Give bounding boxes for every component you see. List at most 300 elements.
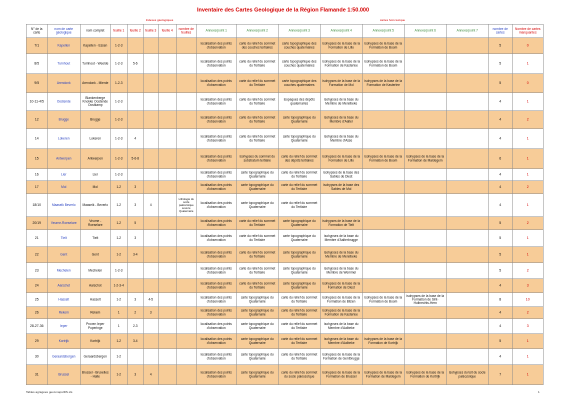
cell-annex-1: localisation des points d'observation — [196, 293, 236, 307]
cell-missing-count: 1 — [512, 149, 543, 169]
cell-sheet-4 — [158, 181, 176, 194]
cell-full-name: Maaseik - Beverlo — [80, 194, 110, 217]
cell-annex-2: carte du relief du sommet du Tertiaire — [236, 74, 278, 93]
cell-full-name: Geraardsbergen — [80, 349, 110, 365]
cell-annex-7 — [446, 74, 488, 93]
cell-missing-count: 1 — [512, 194, 543, 217]
cell-map-name: Oostende — [47, 93, 80, 111]
cell-map-name: Kortrijk — [47, 334, 80, 349]
cell-map-name: Geraardsbergen — [47, 349, 80, 365]
column-header-annex-7: Annexe/point 7 — [446, 24, 488, 38]
group-label-geological-indexes: Indexes géologiques — [145, 19, 174, 22]
cell-annex-4: isohypses de la base des Sables de Diest — [320, 169, 362, 181]
cell-annex-5 — [362, 181, 404, 194]
cell-annex-2: carte topographique du Quaternaire — [236, 181, 278, 194]
cell-map-count: 5 — [488, 54, 512, 74]
footer-file-name: Tables agrégées geol-mapsIDS.xls — [26, 391, 73, 394]
cell-annex-7 — [446, 217, 488, 230]
cell-map-count: 5 — [488, 217, 512, 230]
cell-annex-4: isohypses de la base de la Formation de Kasterlee — [320, 307, 362, 319]
cell-missing-count: 1 — [512, 169, 543, 181]
cell-sheet-4 — [158, 38, 176, 54]
cell-sheet-count — [176, 111, 196, 129]
page-number: 1 — [538, 391, 540, 394]
cell-sheet-3 — [143, 93, 158, 111]
cell-missing-count: 2 — [512, 263, 543, 279]
cell-sheet-count — [176, 149, 196, 169]
table-row — [26, 111, 543, 129]
cell-annex-2: carte topographique du Quaternaire — [236, 334, 278, 349]
cell-annex-2: carte topographique du Quaternaire — [236, 194, 278, 217]
cell-annex-6 — [404, 230, 446, 247]
cell-annex-4: isohypses de la base du Membre d'Aalterbrugge — [320, 230, 362, 247]
table-row — [26, 319, 543, 334]
cell-annex-4: isohypses de la base des Sables de Mol — [320, 181, 362, 194]
cell-sheet-4 — [158, 149, 176, 169]
cell-sheet-3: 4 — [143, 365, 158, 385]
cell-annex-5 — [362, 194, 404, 217]
cell-map-count: 4 — [488, 279, 512, 293]
cell-sheet-count — [176, 93, 196, 111]
cell-sheet-4 — [158, 194, 176, 217]
cell-map-count: 4 — [488, 181, 512, 194]
column-header-annex-2: Annexe/point 2 — [236, 24, 278, 38]
cell-map-name: Mol — [47, 181, 80, 194]
cell-missing-count: 1 — [512, 349, 543, 365]
cell-annex-5 — [362, 307, 404, 319]
cell-annex-6 — [404, 111, 446, 129]
cell-sheet-2: 5-6-8 — [127, 149, 143, 169]
column-header-map-count: nombre de cartes — [488, 24, 512, 38]
cell-sheet-1: 1-2 — [110, 349, 127, 365]
cell-annex-3: carte du relief du sommet du Tertiaire — [278, 181, 320, 194]
cell-annex-3: carte topographique du Quaternaire — [278, 129, 320, 149]
cell-annex-3: isopaques des dépôts quaternaires — [278, 93, 320, 111]
cell-map-name: Kapellen — [47, 38, 80, 54]
cell-sheet-2: 3 — [127, 194, 143, 217]
cell-missing-count: 1 — [512, 129, 543, 149]
cell-annex-2: carte du relief du sommet du Tertiaire — [236, 54, 278, 74]
cell-missing-count: 2 — [512, 181, 543, 194]
cell-annex-6 — [404, 307, 446, 319]
cell-sheet-2: 3 — [127, 230, 143, 247]
cell-annex-5 — [362, 111, 404, 129]
cell-annex-7 — [446, 293, 488, 307]
cell-sheet-2: 3 — [127, 181, 143, 194]
column-header-sheet-2: feuille 2 — [127, 24, 143, 38]
cell-sheet-4 — [158, 230, 176, 247]
cell-map-number: 16 — [26, 169, 47, 181]
cell-sheet-2 — [127, 279, 143, 293]
column-header-map-number: N° de la carte — [26, 24, 47, 38]
cell-sheet-1: 1-2-3 — [110, 54, 127, 74]
cell-annex-4: isohypses de la base de la Formation de Bilzen — [320, 293, 362, 307]
cell-sheet-count — [176, 349, 196, 365]
cell-annex-1: localisation des points d'observation — [196, 263, 236, 279]
cell-missing-count: 1 — [512, 365, 543, 385]
cell-annex-3: carte topographique des couches quaternaires — [278, 54, 320, 74]
table-row — [26, 307, 543, 319]
cell-annex-7 — [446, 263, 488, 279]
cell-map-number: 12 — [26, 111, 47, 129]
cell-map-number: 29 — [26, 334, 47, 349]
table-row — [26, 129, 543, 149]
cell-sheet-2: 2 — [127, 307, 143, 319]
table-row — [26, 181, 543, 194]
cell-annex-5: isohypses de la base de la Formation de Kortrijk — [362, 334, 404, 349]
cell-map-name: Brugge — [47, 111, 80, 129]
cell-annex-1: localisation des points d'observation — [196, 38, 236, 54]
cell-sheet-3 — [143, 149, 158, 169]
cell-annex-1: localisation des points d'observation — [196, 319, 236, 334]
cell-sheet-3 — [143, 54, 158, 74]
cell-map-number: 14 — [26, 129, 47, 149]
cell-sheet-count — [176, 365, 196, 385]
cell-sheet-3 — [143, 169, 158, 181]
cell-sheet-count — [176, 181, 196, 194]
cell-full-name: Antwerpen — [80, 149, 110, 169]
cell-annex-2: carte du relief du sommet du Tertiaire — [236, 263, 278, 279]
cell-annex-7 — [446, 349, 488, 365]
cell-map-count: 4 — [488, 194, 512, 217]
column-header-annex-1: Annexe/point 1 — [196, 24, 236, 38]
cell-full-name: Kortrijk — [80, 334, 110, 349]
cell-annex-5: isohypses de la base de la Formation de Boom — [362, 38, 404, 54]
cell-annex-7 — [446, 307, 488, 319]
cell-sheet-count — [176, 263, 196, 279]
cell-map-number: 9/5 — [26, 74, 47, 93]
table-row — [26, 230, 543, 247]
cell-map-name: Veurne-Roeselare — [47, 217, 80, 230]
cell-full-name: Turnhout - Weelde — [80, 54, 110, 74]
cell-map-count: 4 — [488, 307, 512, 319]
cell-map-name: Arendonk — [47, 74, 80, 93]
column-header-annex-4: Annexe/point 4 — [320, 24, 362, 38]
cell-sheet-1: 1-2 — [110, 365, 127, 385]
cell-missing-count: 2 — [512, 111, 543, 129]
cell-annex-2: carte du relief du sommet du Tertiaire — [236, 93, 278, 111]
cell-missing-count: 0 — [512, 74, 543, 93]
column-header-sheet-1: feuille 1 — [110, 24, 127, 38]
cell-missing-count: 1 — [512, 93, 543, 111]
cell-annex-6: isohypses de la base de la Formation de Sint-Huibrechts-Hern — [404, 293, 446, 307]
cell-map-number: 15 — [26, 149, 47, 169]
cell-sheet-4 — [158, 307, 176, 319]
cell-annex-4: isohypses de la base de la Formation de Tielt — [320, 217, 362, 230]
cell-missing-count: 1 — [512, 247, 543, 263]
cell-full-name: Rekem — [80, 307, 110, 319]
table-row — [26, 263, 543, 279]
cell-sheet-4 — [158, 279, 176, 293]
group-label-annex-maps: cartes hors lexique — [379, 19, 406, 22]
cell-full-name: Hasselt — [80, 293, 110, 307]
cell-annex-6 — [404, 194, 446, 217]
cell-annex-4: isohypses de la base du Membre de Merelbeke — [320, 247, 362, 263]
cell-map-count: 4 — [488, 93, 512, 111]
cell-sheet-1: 1-2 — [110, 217, 127, 230]
cell-full-name: Mechelen — [80, 263, 110, 279]
cell-annex-5 — [362, 263, 404, 279]
cell-sheet-4 — [158, 74, 176, 93]
cell-annex-3: carte topographique du Quaternaire — [278, 263, 320, 279]
cell-annex-2: isohypses du sommet du substratum tertiaire — [236, 149, 278, 169]
cell-sheet-2: 5 — [127, 217, 143, 230]
cell-annex-6 — [404, 247, 446, 263]
cell-missing-count: 2 — [512, 307, 543, 319]
cell-map-count: 5 — [488, 334, 512, 349]
cell-full-name: Proven Ieper Poperinge — [80, 319, 110, 334]
cell-full-name: Lokeren — [80, 129, 110, 149]
cell-sheet-4 — [158, 93, 176, 111]
cell-sheet-2 — [127, 349, 143, 365]
cell-sheet-2: 3 — [127, 293, 143, 307]
cell-annex-7 — [446, 334, 488, 349]
column-header-annex-5: Annexe/point 5 — [362, 24, 404, 38]
column-header-sheet-4: feuille 4 — [158, 24, 176, 38]
cell-annex-4: isohypses de la base du Membre d'Aalbeke — [320, 319, 362, 334]
cell-sheet-1: 1-2-3 — [110, 263, 127, 279]
cell-annex-6 — [404, 334, 446, 349]
cell-annex-1: localisation des points d'observation — [196, 247, 236, 263]
cell-missing-count: 10 — [512, 293, 543, 307]
cell-annex-7 — [446, 129, 488, 149]
cell-annex-6 — [404, 181, 446, 194]
cell-annex-7: isohypses du toit du socle paléozoïque — [446, 365, 488, 385]
cell-annex-4: isohypses de la base du Membre d'Aalter — [320, 111, 362, 129]
cell-annex-6 — [404, 129, 446, 149]
cell-annex-5 — [362, 169, 404, 181]
cell-sheet-3: 4 — [143, 194, 158, 217]
cell-annex-1: localisation des points d'observation — [196, 230, 236, 247]
cell-annex-5: isohypses de la base de la Formation de Kasterlee — [362, 74, 404, 93]
cell-annex-3: carte topographique du Quaternaire — [278, 230, 320, 247]
cell-annex-7 — [446, 54, 488, 74]
cell-sheet-2 — [127, 169, 143, 181]
cell-annex-2: carte topographique du Quaternaire — [236, 307, 278, 319]
cell-map-count: 4 — [488, 349, 512, 365]
cell-full-name: Tielt — [80, 230, 110, 247]
table-row — [26, 194, 543, 217]
cell-map-name: Brussel — [47, 365, 80, 385]
cell-sheet-count — [176, 74, 196, 93]
cell-annex-5 — [362, 349, 404, 365]
cell-full-name: Arendonk - Mierde — [80, 74, 110, 93]
inventory-table — [26, 24, 544, 385]
cell-full-name: Kapellen - Essen — [80, 38, 110, 54]
cell-annex-7 — [446, 149, 488, 169]
cell-sheet-3 — [143, 111, 158, 129]
cell-sheet-4 — [158, 334, 176, 349]
column-header-full-name: nom complet — [80, 24, 110, 38]
cell-annex-5: isohypses de la base de la Formation de Maldegem — [362, 365, 404, 385]
cell-map-name: Lier — [47, 169, 80, 181]
table-row — [26, 293, 543, 307]
cell-sheet-1: 1-2-3 — [110, 111, 127, 129]
cell-sheet-3: 4-5 — [143, 293, 158, 307]
cell-sheet-4 — [158, 247, 176, 263]
cell-sheet-count — [176, 169, 196, 181]
cell-annex-4: isohypses de la base de la Formation de Gentbrugge — [320, 349, 362, 365]
cell-annex-6 — [404, 93, 446, 111]
cell-sheet-2 — [127, 74, 143, 93]
cell-annex-4: isohypses de la base de la Formation de Mol — [320, 74, 362, 93]
cell-map-number: 30 — [26, 349, 47, 365]
cell-annex-4: isohypses de la base de la Formation de Lillo — [320, 149, 362, 169]
cell-annex-5: isohypses de la base de la Formation de Boom — [362, 149, 404, 169]
cell-map-count: 5 — [488, 230, 512, 247]
cell-annex-5: isohypses de la base de la Formation de Boom — [362, 293, 404, 307]
cell-annex-4: isohypses de la base du Membre d'Aalbeke — [320, 334, 362, 349]
cell-sheet-count — [176, 38, 196, 54]
cell-annex-3: carte du relief du sommet du Tertiaire — [278, 169, 320, 181]
cell-annex-6 — [404, 38, 446, 54]
table-row — [26, 217, 543, 230]
cell-map-number: 8/5 — [26, 54, 47, 74]
cell-annex-5 — [362, 230, 404, 247]
cell-map-number: 17 — [26, 181, 47, 194]
cell-annex-6: isohypses de la base de la Formation de Maldegem — [404, 149, 446, 169]
cell-full-name: Brussel - Bruxelles - Halle — [80, 365, 110, 385]
cell-map-name: Gent — [47, 247, 80, 263]
cell-sheet-4 — [158, 319, 176, 334]
cell-annex-2: carte topographique du Quaternaire — [236, 293, 278, 307]
cell-annex-3: carte du relief du sommet du Tertiaire — [278, 349, 320, 365]
cell-annex-1: localisation des points d'observation — [196, 194, 236, 217]
cell-missing-count: 3 — [512, 319, 543, 334]
cell-annex-7 — [446, 38, 488, 54]
cell-sheet-4 — [158, 349, 176, 365]
column-header-sheet-3: feuille 3 — [143, 24, 158, 38]
cell-map-number: 25 — [26, 293, 47, 307]
cell-annex-6 — [404, 74, 446, 93]
cell-annex-4: isohypses de la base de la Formation de Kasterlee — [320, 54, 362, 74]
cell-annex-3: carte du relief du sommet du socle paléozoïque — [278, 365, 320, 385]
cell-annex-6 — [404, 263, 446, 279]
cell-missing-count: 1 — [512, 334, 543, 349]
cell-sheet-3 — [143, 181, 158, 194]
cell-map-count: 4 — [488, 169, 512, 181]
cell-annex-1: localisation des points d'observation — [196, 307, 236, 319]
cell-sheet-3: 3 — [143, 307, 158, 319]
cell-annex-4 — [320, 194, 362, 217]
cell-full-name: Blankenberge Knokke Oostende Oostkamp — [80, 93, 110, 111]
cell-map-name: Lokeren — [47, 129, 80, 149]
column-header-sheet-count: nombre de feuilles — [176, 24, 196, 38]
cell-annex-2: carte du relief du sommet du Tertiaire — [236, 217, 278, 230]
cell-annex-2: carte topographique du Quaternaire — [236, 169, 278, 181]
cell-annex-4: isohypses de la base de la Formation de Brussel — [320, 365, 362, 385]
cell-sheet-1: 1-2 — [110, 181, 127, 194]
cell-annex-7 — [446, 181, 488, 194]
cell-sheet-1: 1-2-3 — [110, 38, 127, 54]
cell-annex-3: carte du relief du sommet du Tertiaire — [278, 334, 320, 349]
cell-annex-7 — [446, 230, 488, 247]
cell-sheet-count — [176, 334, 196, 349]
cell-annex-7 — [446, 93, 488, 111]
cell-annex-1: localisation des points d'observation — [196, 349, 236, 365]
table-row — [26, 149, 543, 169]
cell-annex-1: localisation des points d'observation — [196, 365, 236, 385]
cell-map-name: Antwerpen — [47, 149, 80, 169]
cell-annex-6 — [404, 319, 446, 334]
cell-map-count: 5 — [488, 38, 512, 54]
cell-sheet-3 — [143, 74, 158, 93]
cell-annex-6 — [404, 217, 446, 230]
cell-sheet-1: 1 — [110, 307, 127, 319]
cell-annex-3: carte du relief du sommet des dépôts tertiaires — [278, 149, 320, 169]
cell-annex-5 — [362, 217, 404, 230]
cell-map-count: 4 — [488, 111, 512, 129]
cell-annex-7 — [446, 169, 488, 181]
cell-sheet-count — [176, 230, 196, 247]
cell-annex-2: carte du relief du sommet du Tertiaire — [236, 279, 278, 293]
cell-map-name: Ieper — [47, 319, 80, 334]
cell-sheet-2: 3-4 — [127, 247, 143, 263]
cell-sheet-1: 1 — [110, 319, 127, 334]
cell-map-name: Turnhout — [47, 54, 80, 74]
cell-annex-2: carte du relief du sommet du Tertiaire — [236, 247, 278, 263]
cell-sheet-1: 1-2 — [110, 293, 127, 307]
cell-annex-2: carte topographique du Quaternaire — [236, 349, 278, 365]
cell-sheet-4 — [158, 365, 176, 385]
cell-annex-1: localisation des points d'observation — [196, 334, 236, 349]
cell-map-number: 10-11-4/5 — [26, 93, 47, 111]
cell-missing-count: 1 — [512, 54, 543, 74]
cell-annex-7 — [446, 279, 488, 293]
cell-map-name: Mechelen — [47, 263, 80, 279]
cell-sheet-2: 3 — [127, 365, 143, 385]
cell-sheet-3 — [143, 129, 158, 149]
cell-sheet-3 — [143, 263, 158, 279]
cell-annex-5 — [362, 319, 404, 334]
cell-annex-6 — [404, 54, 446, 74]
cell-map-number: 26 — [26, 307, 47, 319]
cell-annex-3: carte topographique des couches quaternaires — [278, 38, 320, 54]
cell-annex-7 — [446, 247, 488, 263]
cell-annex-5 — [362, 247, 404, 263]
cell-map-number: 28-27-36 — [26, 319, 47, 334]
cell-annex-1: localisation des points d'observation — [196, 181, 236, 194]
cell-map-name: Maaseik Beverlo — [47, 194, 80, 217]
cell-sheet-2: 3-4 — [127, 334, 143, 349]
cell-annex-3: carte topographique du Quaternaire — [278, 111, 320, 129]
column-header-missing-count: Nombre de cartes manquantes — [512, 24, 543, 38]
cell-annex-3: carte topographique du Quaternaire — [278, 217, 320, 230]
cell-sheet-3 — [143, 279, 158, 293]
cell-sheet-3 — [143, 247, 158, 263]
cell-sheet-2: 4 — [127, 129, 143, 149]
cell-sheet-count: Lithologie du socle paléozoïque sous le Quaternaire — [176, 194, 196, 217]
cell-map-name: Hasselt — [47, 293, 80, 307]
cell-full-name: Mol — [80, 181, 110, 194]
cell-sheet-3 — [143, 217, 158, 230]
cell-sheet-1: 1-2-3 — [110, 93, 127, 111]
cell-sheet-4 — [158, 54, 176, 74]
table-row — [26, 169, 543, 181]
cell-sheet-2: 5-6 — [127, 54, 143, 74]
cell-sheet-count — [176, 319, 196, 334]
cell-sheet-count — [176, 279, 196, 293]
cell-annex-1: localisation des points d'observation — [196, 217, 236, 230]
column-header-annex-6: Annexe/point 6 — [404, 24, 446, 38]
cell-map-count: 4 — [488, 319, 512, 334]
cell-sheet-2 — [127, 111, 143, 129]
cell-annex-2: carte topographique du Quaternaire — [236, 365, 278, 385]
cell-sheet-count — [176, 217, 196, 230]
cell-full-name: Aarschot — [80, 279, 110, 293]
cell-map-count: 5 — [488, 74, 512, 93]
cell-annex-2: carte du relief du sommet du Tertiaire — [236, 111, 278, 129]
